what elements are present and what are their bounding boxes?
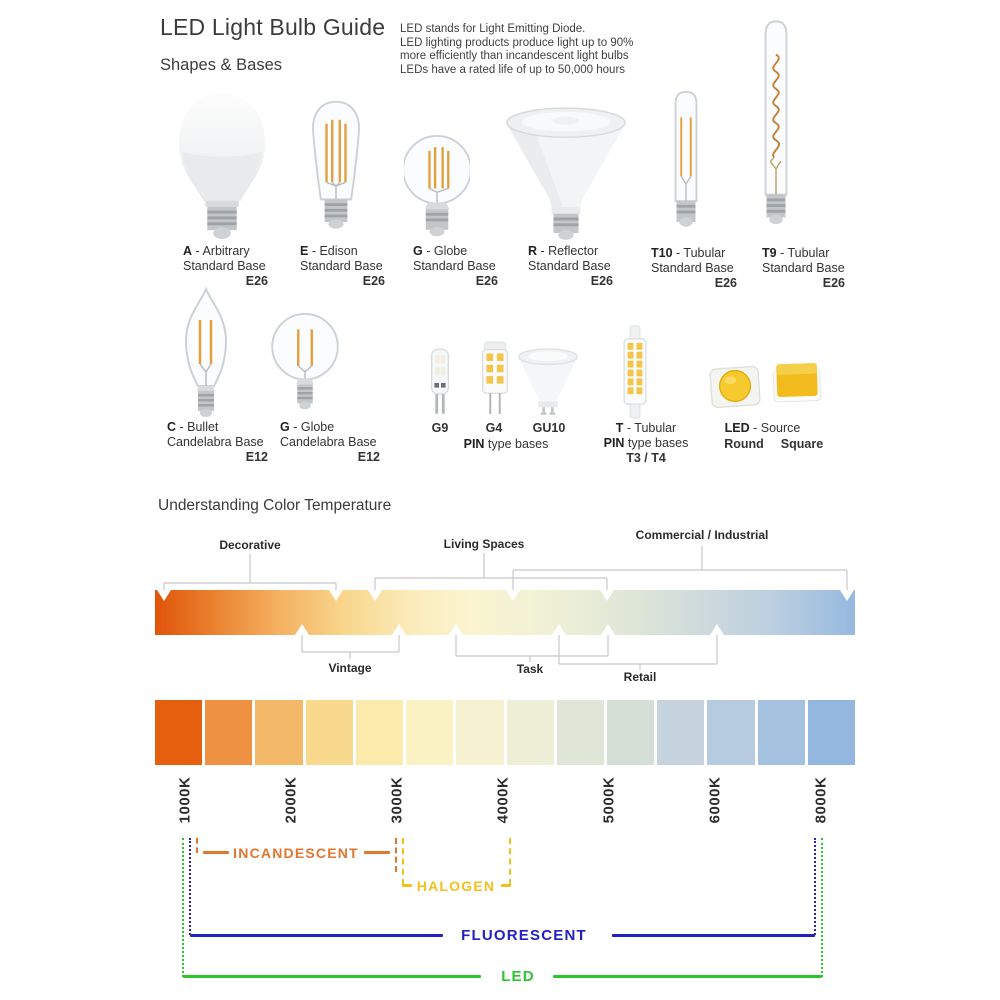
page-title: LED Light Bulb Guide <box>160 14 386 40</box>
label-decorative: Decorative <box>219 538 281 552</box>
temperature-segment <box>557 700 604 765</box>
led-range-left-guide <box>182 838 184 977</box>
color-temperature-gradient-bar <box>155 590 855 635</box>
led-label: LED <box>501 968 535 985</box>
incandescent-dash-right <box>364 851 390 854</box>
candle-bulb-icon <box>178 286 234 418</box>
gu10-bulb-icon <box>516 346 580 416</box>
kelvin-label-2000k: 2000K <box>282 776 300 824</box>
temperature-segment <box>155 700 202 765</box>
label-a-arbitrary: A - Arbitrary Standard Base E26 <box>183 244 268 288</box>
label-c-bullet: C - Bullet Candelabra Base E12 <box>167 420 268 464</box>
label-g9: G9 <box>431 421 449 435</box>
incandescent-dash-left <box>203 851 229 854</box>
temperature-segment <box>657 700 704 765</box>
temperature-segment <box>507 700 554 765</box>
temperature-segment <box>306 700 353 765</box>
label-r-reflector: R - Reflector Standard Base E26 <box>528 244 613 288</box>
temperature-segment <box>406 700 453 765</box>
label-gu10: GU10 <box>532 421 566 435</box>
intro-line: LEDs have a rated life of up to 50,000 hours <box>400 63 626 76</box>
label-t-tubular: T - Tubular PIN type bases T3 / T4 <box>603 421 689 465</box>
incandescent-range-left-guide <box>196 838 198 853</box>
temperature-segment <box>456 700 503 765</box>
t3-pin-bulb-icon <box>618 325 652 420</box>
g9-bulb-icon <box>426 346 454 418</box>
fluorescent-label: FLUORESCENT <box>461 927 587 944</box>
edison-bulb-icon <box>300 98 372 242</box>
intro-line: more efficiently than incandescent light bulbs <box>400 50 629 62</box>
label-commercial-industrial: Commercial / Industrial <box>635 528 769 542</box>
temperature-segment <box>758 700 805 765</box>
t9-bulb-icon <box>756 12 796 242</box>
led-line-left <box>183 975 481 978</box>
halogen-dash-right <box>501 884 511 887</box>
label-pin-type-bases: PIN type bases <box>463 437 549 451</box>
led-line-right <box>553 975 822 978</box>
fluorescent-range-left-guide <box>189 838 191 935</box>
temperature-segment <box>707 700 754 765</box>
halogen-label: HALOGEN <box>416 878 496 894</box>
label-t10-tubular: T10 - Tubular Standard Base E26 <box>651 246 737 290</box>
intro-line: LED stands for Light Emitting Diode. <box>400 23 586 35</box>
temperature-segment <box>808 700 855 765</box>
globe-bulb-icon <box>404 134 470 242</box>
intro-text <box>400 23 633 77</box>
incandescent-range-right-guide <box>395 838 397 872</box>
kelvin-label-4000k: 4000K <box>494 776 512 824</box>
fluorescent-range-right-guide <box>814 838 816 935</box>
fluorescent-line-left <box>190 934 443 937</box>
halogen-range-left-guide <box>402 838 404 885</box>
intro-line: LED lighting products produce light up to 90% <box>400 36 634 49</box>
shapes-section-title: Shapes & Bases <box>160 56 282 74</box>
a-shape-bulb-icon <box>173 90 271 242</box>
led-round-chip-icon <box>708 362 764 410</box>
incandescent-label: INCANDESCENT <box>233 845 359 861</box>
reflector-bulb-icon <box>505 104 627 242</box>
kelvin-label-6000k: 6000K <box>706 776 724 824</box>
temperature-segment <box>607 700 654 765</box>
led-square-chip-icon <box>770 358 824 406</box>
t10-bulb-icon <box>667 86 705 242</box>
temperature-segment <box>356 700 403 765</box>
label-led-source: LED - Source <box>724 421 801 435</box>
temperature-segment <box>205 700 252 765</box>
label-led-round: Round <box>724 437 764 451</box>
halogen-dash-left <box>402 884 412 887</box>
kelvin-scale-bar <box>155 700 855 765</box>
color-temp-section-title: Understanding Color Temperature <box>158 497 392 514</box>
label-g-globe: G - Globe Standard Base E26 <box>413 244 498 288</box>
temperature-segment <box>255 700 302 765</box>
label-e-edison: E - Edison Standard Base E26 <box>300 244 385 288</box>
label-living-spaces: Living Spaces <box>443 537 525 551</box>
led-range-right-guide <box>821 838 823 977</box>
kelvin-label-5000k: 5000K <box>600 776 618 824</box>
label-retail: Retail <box>623 670 657 684</box>
label-led-square: Square <box>780 437 824 451</box>
fluorescent-line-right <box>612 934 815 937</box>
globe-candelabra-bulb-icon <box>267 312 343 418</box>
label-t9-tubular: T9 - Tubular Standard Base E26 <box>762 246 845 290</box>
halogen-range-right-guide <box>509 838 511 885</box>
kelvin-label-8000k: 8000K <box>812 776 830 824</box>
label-g-globe-candelabra: G - Globe Candelabra Base E12 <box>280 420 380 464</box>
label-g4: G4 <box>485 421 503 435</box>
label-vintage: Vintage <box>328 661 372 675</box>
label-task: Task <box>516 662 544 676</box>
g4-bulb-icon <box>477 338 513 418</box>
kelvin-label-3000k: 3000K <box>388 776 406 824</box>
kelvin-label-1000k: 1000K <box>176 776 194 824</box>
